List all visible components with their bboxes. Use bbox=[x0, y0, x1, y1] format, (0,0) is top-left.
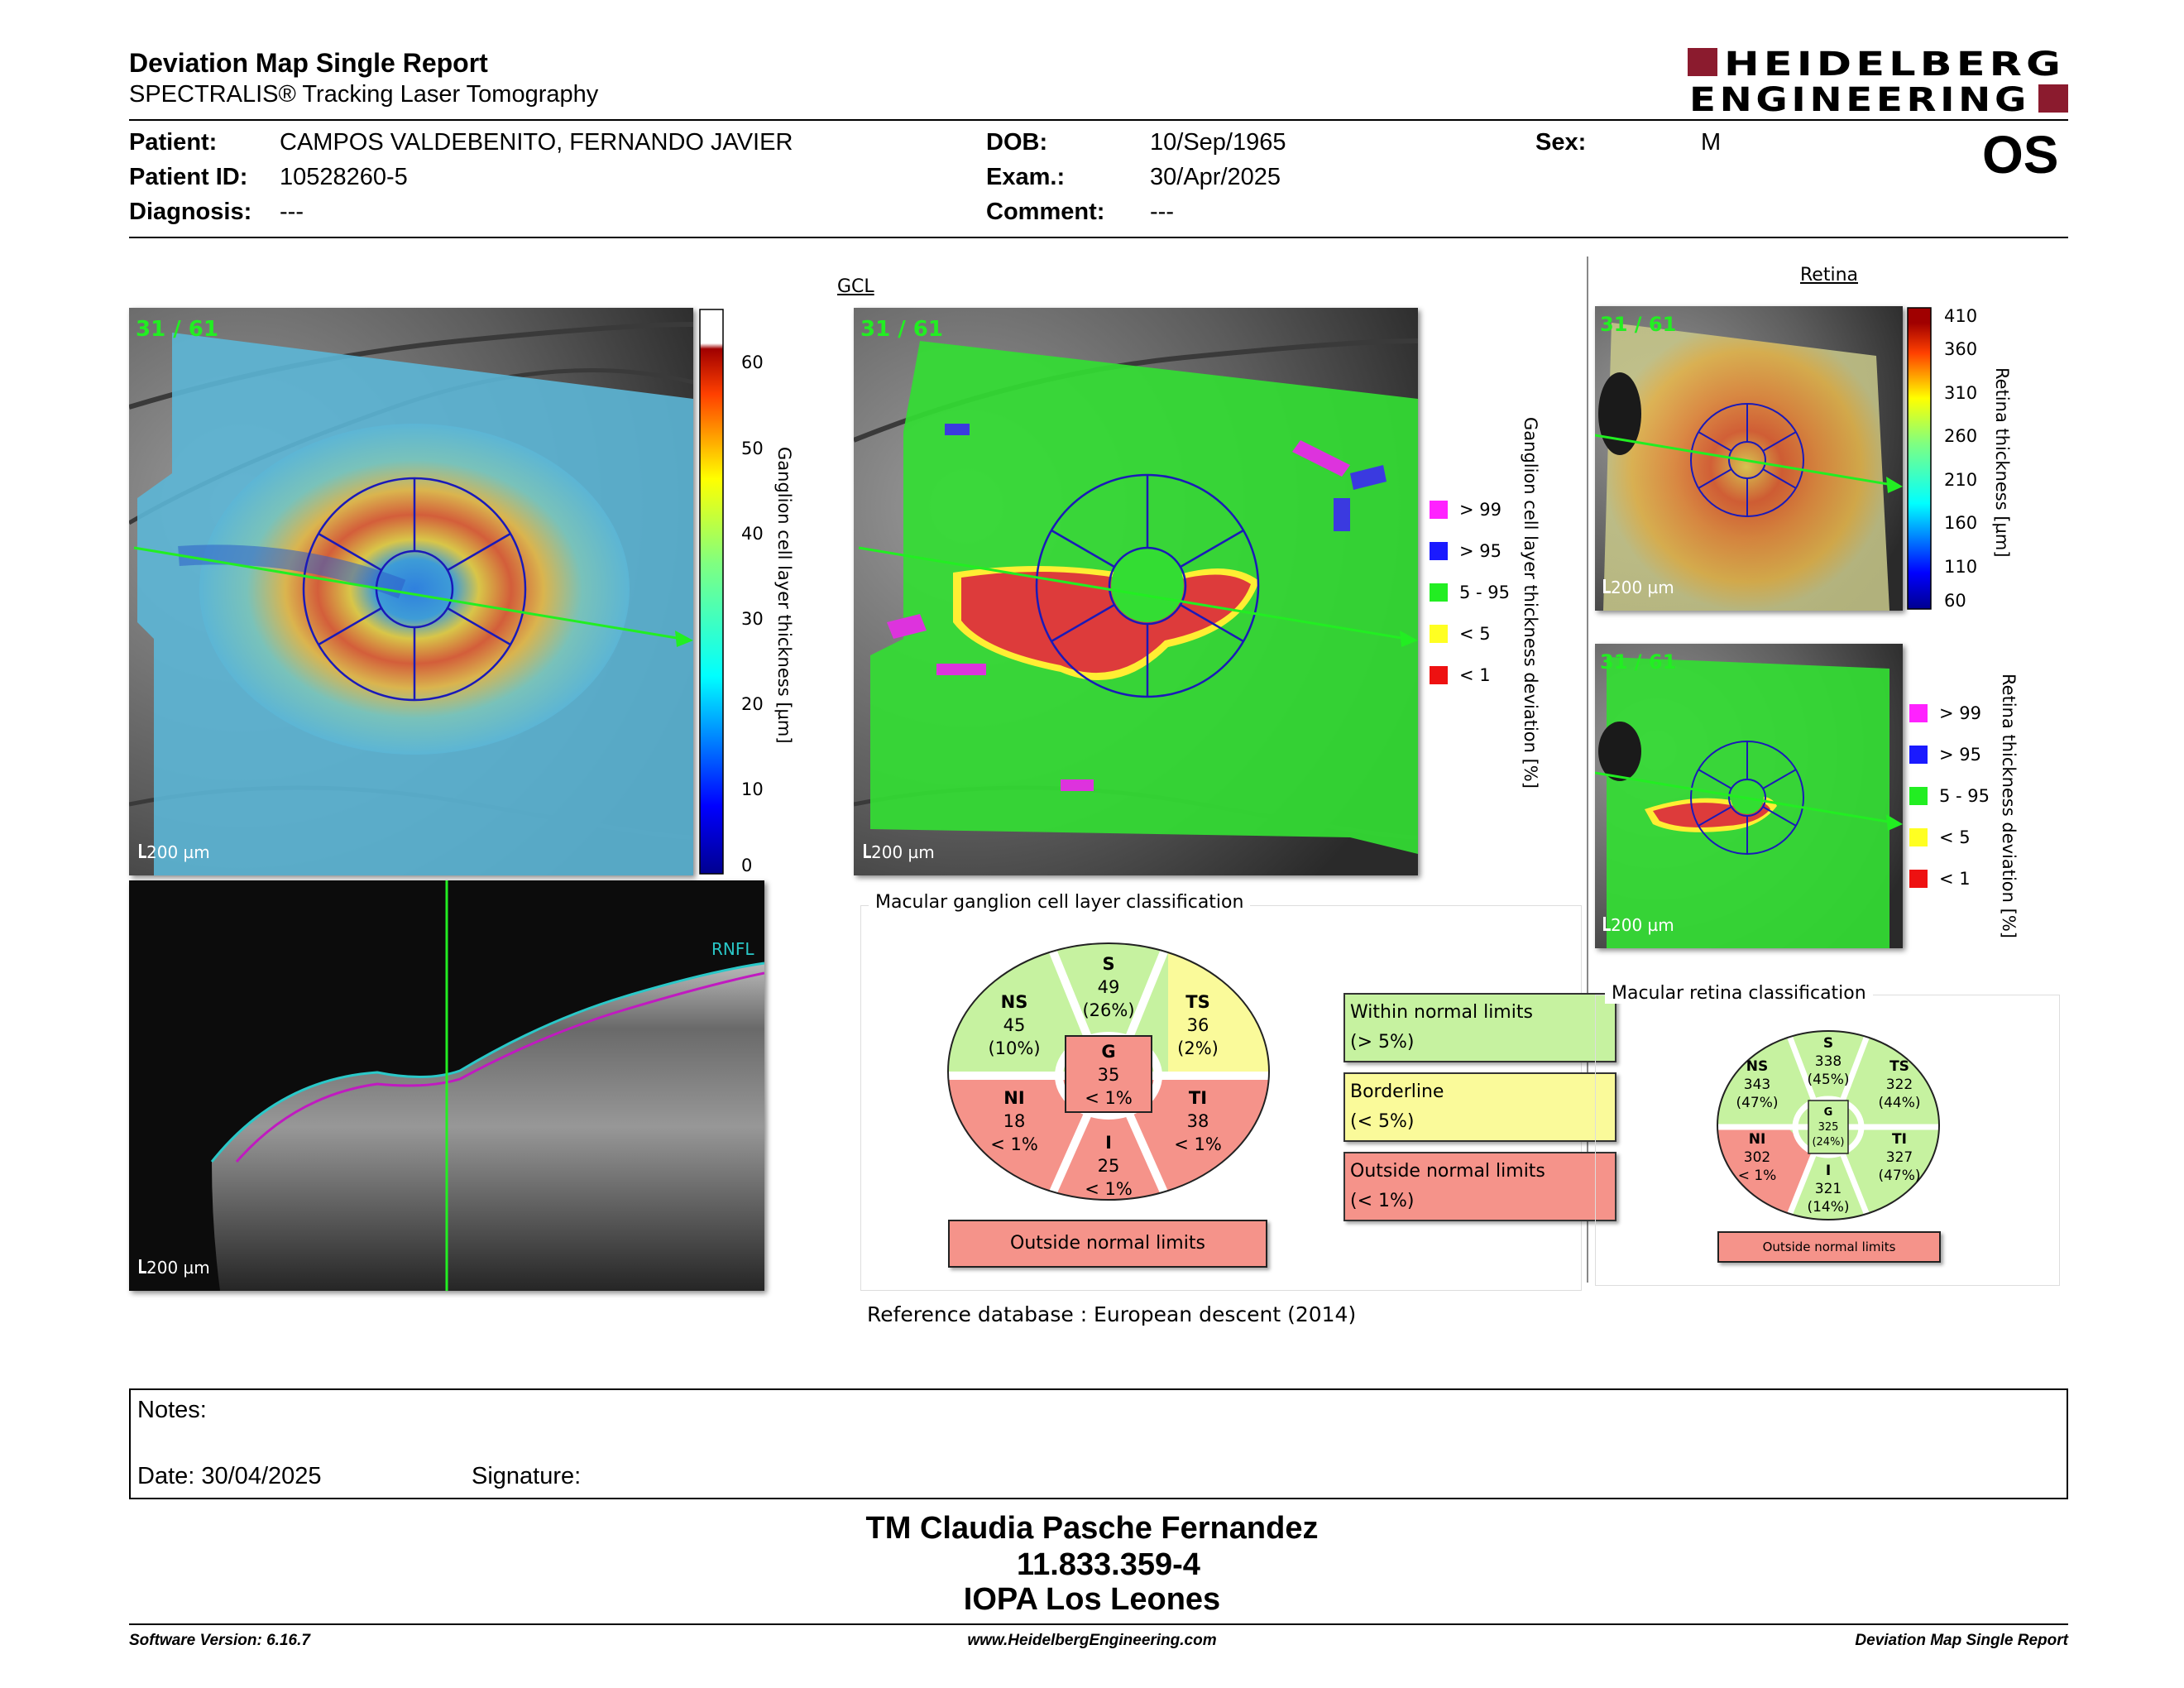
gcl-NS-value: 45 bbox=[1003, 1015, 1026, 1035]
ret-G-value: 325 bbox=[1818, 1121, 1839, 1134]
gcl-TS-name: TS bbox=[1185, 992, 1210, 1012]
gcl-S-name: S bbox=[1102, 954, 1115, 974]
ret-tick-60: 60 bbox=[1944, 591, 1966, 611]
ret-TI-name: TI bbox=[1892, 1131, 1907, 1148]
reference-database: Reference database : European descent (2014) bbox=[867, 1302, 1357, 1326]
patient-id-label: Patient ID: bbox=[129, 164, 248, 190]
legend-below-1: < 1 bbox=[1430, 665, 1491, 685]
ret-tick-360: 360 bbox=[1944, 339, 1978, 359]
gcl-I-value: 25 bbox=[1097, 1156, 1120, 1176]
info-divider bbox=[129, 237, 2068, 238]
ret-tick-310: 310 bbox=[1944, 383, 1978, 403]
ret-tick-260: 260 bbox=[1944, 426, 1978, 446]
exam-label: Exam.: bbox=[986, 164, 1066, 190]
gcl-TI-name: TI bbox=[1188, 1088, 1208, 1108]
svg-text:ENGINEERING: ENGINEERING bbox=[1689, 81, 2030, 116]
legend-borderline: Borderline (< 5%) bbox=[1343, 1072, 1616, 1142]
legend-above-95: > 95 bbox=[1430, 541, 1502, 561]
patient-name: CAMPOS VALDEBENITO, FERNANDO JAVIER bbox=[280, 129, 793, 156]
ret-S-name: S bbox=[1822, 1035, 1834, 1052]
ret-legend-below-1: < 1 bbox=[1909, 869, 1971, 889]
ret-NI-name: NI bbox=[1748, 1131, 1766, 1148]
eye-indicator: OS bbox=[1982, 125, 2059, 185]
gcl-tick-30: 30 bbox=[741, 609, 764, 629]
ret-TI-value: 327 bbox=[1885, 1149, 1913, 1166]
ret-I-pct: (14%) bbox=[1807, 1199, 1850, 1216]
frame-label: 31 / 61 bbox=[860, 317, 943, 342]
gcl-thickness-colorbar bbox=[698, 308, 726, 875]
date-label: Date: 30/04/2025 bbox=[137, 1463, 322, 1489]
gcl-G-pct: < 1% bbox=[1085, 1088, 1133, 1108]
header-divider bbox=[129, 119, 2068, 121]
ret-G-name: G bbox=[1823, 1106, 1833, 1119]
diagnosis-label: Diagnosis: bbox=[129, 199, 252, 225]
gcl-G-name: G bbox=[1101, 1042, 1116, 1062]
retina-thickness-colorbar bbox=[1906, 306, 1934, 611]
gcl-NS-pct: (10%) bbox=[988, 1038, 1041, 1058]
retina-sector-chart bbox=[1716, 1029, 1941, 1221]
gcl-tick-10: 10 bbox=[741, 779, 764, 799]
ret-I-value: 321 bbox=[1814, 1181, 1842, 1197]
gcl-NI-pct: < 1% bbox=[990, 1134, 1038, 1154]
gcl-TI-value: 38 bbox=[1186, 1111, 1209, 1131]
dob-value: 10/Sep/1965 bbox=[1150, 129, 1286, 156]
ret-TS-name: TS bbox=[1889, 1058, 1909, 1075]
ret-TS-value: 322 bbox=[1885, 1077, 1913, 1093]
legend-below-5: < 5 bbox=[1430, 624, 1491, 644]
ret-tick-210: 210 bbox=[1944, 470, 1978, 490]
ret-S-value: 338 bbox=[1814, 1053, 1842, 1070]
ret-tick-410: 410 bbox=[1944, 306, 1978, 326]
gcl-NS-name: NS bbox=[1000, 992, 1028, 1012]
gcl-G-value: 35 bbox=[1097, 1065, 1120, 1085]
gcl-I-pct: < 1% bbox=[1085, 1179, 1133, 1199]
retina-result-badge: Outside normal limits bbox=[1717, 1231, 1941, 1263]
ret-NI-pct: < 1% bbox=[1737, 1168, 1777, 1184]
gcl-TI-pct: < 1% bbox=[1174, 1134, 1222, 1154]
dob-label: DOB: bbox=[986, 129, 1048, 156]
notes-box[interactable] bbox=[129, 1388, 2068, 1499]
oct-bscan bbox=[129, 880, 764, 1291]
sex-value: M bbox=[1701, 129, 1722, 156]
notes-label: Notes: bbox=[137, 1397, 207, 1423]
retina-title: Retina bbox=[1800, 265, 1858, 285]
gcl-title: GCL bbox=[837, 276, 874, 297]
legend-above-99: > 99 bbox=[1430, 500, 1502, 520]
gcl-sector-chart bbox=[946, 942, 1271, 1201]
legend-5-95: 5 - 95 bbox=[1430, 583, 1510, 602]
footer-divider bbox=[129, 1623, 2068, 1625]
gcl-thickness-axis-label: Ganglion cell layer thickness [µm] bbox=[774, 447, 794, 744]
signature-label: Signature: bbox=[472, 1463, 582, 1489]
gcl-TS-pct: (2%) bbox=[1177, 1038, 1219, 1058]
legend-outside-normal: Outside normal limits (< 1%) bbox=[1343, 1152, 1616, 1221]
frame-label: 31 / 61 bbox=[1600, 313, 1677, 336]
gcl-tick-20: 20 bbox=[741, 694, 764, 714]
ret-I-name: I bbox=[1825, 1163, 1832, 1179]
retina-thickness-map bbox=[1595, 306, 1903, 611]
ret-legend-below-5: < 5 bbox=[1909, 827, 1971, 847]
rnfl-label: RNFL bbox=[711, 939, 754, 959]
gcl-thickness-map bbox=[129, 308, 693, 875]
report-title: Deviation Map Single Report bbox=[129, 48, 488, 78]
comment-label: Comment: bbox=[986, 199, 1105, 225]
gcl-S-value: 49 bbox=[1097, 977, 1120, 997]
ret-TI-pct: (47%) bbox=[1878, 1168, 1921, 1184]
footer-report-name: Deviation Map Single Report bbox=[1855, 1632, 2068, 1649]
retina-deviation-axis-label: Retina thickness deviation [%] bbox=[1999, 674, 2019, 938]
stamp-id: 11.833.359-4 bbox=[1017, 1547, 1200, 1582]
ret-tick-110: 110 bbox=[1944, 557, 1978, 577]
gcl-deviation-axis-label: Ganglion cell layer thickness deviation [%] bbox=[1521, 417, 1540, 789]
website-link[interactable]: www.HeidelbergEngineering.com bbox=[967, 1632, 1217, 1649]
gcl-NI-value: 18 bbox=[1003, 1111, 1026, 1131]
comment-value: --- bbox=[1150, 199, 1174, 225]
gcl-result-badge: Outside normal limits bbox=[948, 1220, 1267, 1268]
scale-bar: 200 µm bbox=[1603, 578, 1674, 597]
gcl-deviation-map bbox=[854, 308, 1418, 875]
retina-thickness-axis-label: Retina thickness [µm] bbox=[1992, 367, 2012, 558]
heidelberg-logo bbox=[1688, 45, 2068, 116]
svg-text:HEIDELBERG: HEIDELBERG bbox=[1724, 46, 2065, 84]
ret-NI-value: 302 bbox=[1743, 1149, 1771, 1166]
retina-deviation-map bbox=[1595, 644, 1903, 948]
ret-tick-160: 160 bbox=[1944, 513, 1978, 533]
ret-S-pct: (45%) bbox=[1807, 1072, 1850, 1088]
report-subtitle: SPECTRALIS® Tracking Laser Tomography bbox=[129, 81, 599, 108]
patient-id-value: 10528260-5 bbox=[280, 164, 408, 190]
ret-legend-5-95: 5 - 95 bbox=[1909, 786, 1990, 806]
gcl-tick-0: 0 bbox=[741, 856, 753, 875]
gcl-tick-60: 60 bbox=[741, 352, 764, 372]
ret-NS-pct: (47%) bbox=[1736, 1095, 1779, 1111]
ret-NS-name: NS bbox=[1746, 1058, 1769, 1075]
frame-label: 31 / 61 bbox=[1600, 650, 1677, 674]
scale-bar: 200 µm bbox=[864, 842, 935, 862]
gcl-tick-50: 50 bbox=[741, 439, 764, 458]
patient-label: Patient: bbox=[129, 129, 218, 156]
sex-label: Sex: bbox=[1535, 129, 1587, 156]
diagnosis-value: --- bbox=[280, 199, 304, 225]
stamp-name: TM Claudia Pasche Fernandez bbox=[865, 1511, 1319, 1546]
scale-bar: 200 µm bbox=[1603, 915, 1674, 935]
software-version: Software Version: 6.16.7 bbox=[129, 1632, 310, 1649]
gcl-NI-name: NI bbox=[1003, 1088, 1025, 1108]
ret-TS-pct: (44%) bbox=[1878, 1095, 1921, 1111]
legend-within-normal: Within normal limits (> 5%) bbox=[1343, 993, 1616, 1062]
scale-bar: 200 µm bbox=[139, 1258, 210, 1278]
exam-value: 30/Apr/2025 bbox=[1150, 164, 1281, 190]
gcl-tick-40: 40 bbox=[741, 524, 764, 544]
gcl-classification-title: Macular ganglion cell layer classification bbox=[869, 892, 1250, 913]
ret-NS-value: 343 bbox=[1743, 1077, 1771, 1093]
ret-G-pct: (24%) bbox=[1812, 1136, 1845, 1149]
stamp-institution: IOPA Los Leones bbox=[963, 1582, 1221, 1617]
gcl-TS-value: 36 bbox=[1186, 1015, 1209, 1035]
gcl-S-pct: (26%) bbox=[1082, 1000, 1135, 1020]
gcl-I-name: I bbox=[1105, 1133, 1112, 1153]
ret-legend-above-95: > 95 bbox=[1909, 745, 1981, 765]
scale-bar: 200 µm bbox=[139, 842, 210, 862]
retina-classification-title: Macular retina classification bbox=[1605, 983, 1873, 1004]
ret-legend-above-99: > 99 bbox=[1909, 703, 1981, 723]
frame-label: 31 / 61 bbox=[136, 317, 218, 342]
